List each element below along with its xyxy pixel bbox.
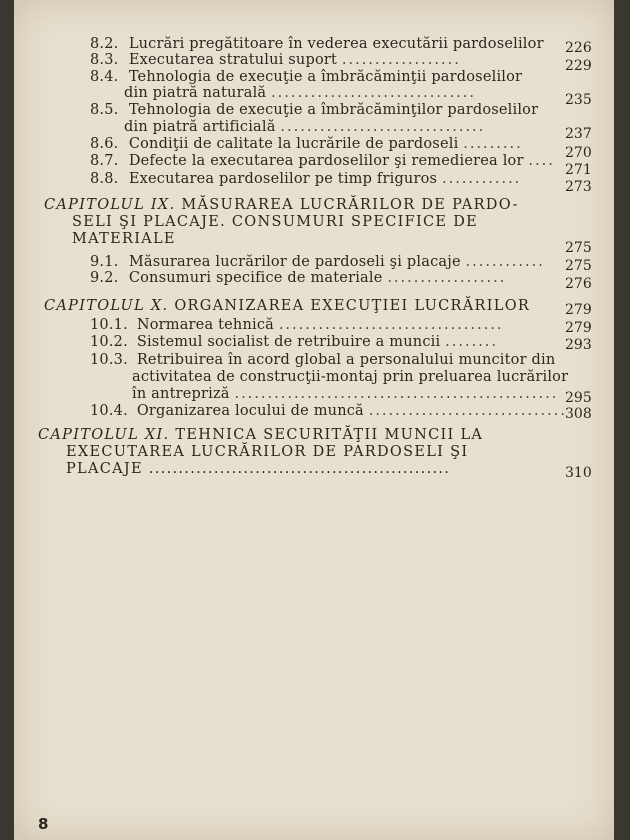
entry-title: Retribuirea în acord global a personalului muncitor din	[136, 352, 556, 368]
entry-number: 8.4.	[90, 69, 119, 85]
entry-title: activitatea de construcţii-montaj prin preluarea lucrărilor	[132, 369, 569, 385]
chapter-heading-x	[44, 298, 530, 315]
entry-number: 8.8.	[90, 171, 119, 187]
chapter-title-line: ORGANIZAREA EXECUŢIEI LUCRĂRILOR	[174, 298, 531, 314]
chapter-title-line: MĂSURAREA LUCRĂRILOR DE PARDO-	[181, 197, 519, 213]
entry-number: 10.2.	[90, 334, 128, 350]
entry-number: 9.2.	[90, 270, 119, 286]
entry-page-number: 273	[565, 179, 592, 195]
toc-entry-8-7	[90, 153, 555, 170]
leader-dots: ............	[465, 254, 545, 270]
entry-title: Consumuri specifice de materiale	[128, 270, 383, 286]
toc-entry-10-2	[90, 334, 498, 351]
chapter-title-line: SELI ŞI PLACAJE. CONSUMURI SPECIFICE DE	[72, 214, 479, 230]
toc-entry-8-8	[90, 171, 521, 188]
entry-page-number: 235	[565, 92, 592, 108]
chapter-page-number: 279	[565, 302, 592, 318]
entry-title: Executarea stratului suport	[128, 52, 338, 68]
toc-entry-10-3-cont2	[132, 386, 558, 403]
entry-page-number: 270	[565, 145, 592, 161]
leader-dots: ............	[441, 171, 522, 187]
chapter-title-line: EXECUTAREA LUCRĂRILOR DE PARDOSELI ŞI	[66, 444, 469, 460]
leader-dots: ...................................................	[148, 461, 451, 477]
entry-number: 10.1.	[90, 317, 128, 333]
entry-title: Sistemul socialist de retribuire a muncii	[136, 334, 441, 350]
chapter-page-number: 310	[565, 465, 592, 481]
leader-dots: ..................................	[278, 317, 504, 333]
entry-title: în antrepriză	[132, 386, 230, 402]
toc-entry-8-4-cont	[124, 85, 476, 102]
entry-page-number: 237	[565, 126, 592, 142]
chapter-heading-xi	[38, 427, 483, 444]
entry-page-number: 226	[565, 40, 592, 56]
entry-title: Organizarea locului de muncă	[136, 403, 364, 419]
leader-dots: ........	[445, 334, 499, 350]
entry-title: Măsurarea lucrărilor de pardoseli şi placaje	[128, 254, 461, 270]
toc-entry-9-1	[90, 254, 545, 271]
entry-number: 8.2.	[90, 36, 119, 52]
entry-title: Normarea tehnică	[136, 317, 275, 333]
entry-number: 8.3.	[90, 52, 119, 68]
entry-number: 10.3.	[90, 352, 128, 368]
chapter-label: CAPITOLUL XI.	[38, 427, 170, 443]
entry-number: 9.1.	[90, 254, 119, 270]
toc-entry-8-2	[90, 36, 544, 53]
chapter-page-number: 275	[565, 240, 592, 256]
toc-entry-8-5-cont	[124, 119, 485, 136]
toc-entry-8-3	[90, 52, 461, 69]
entry-page-number: 295	[565, 390, 592, 406]
entry-page-number: 275	[565, 258, 592, 274]
chapter-label: CAPITOLUL X.	[44, 298, 169, 314]
entry-title: Lucrări pregătitoare în vederea executării pardoselilor	[128, 36, 544, 52]
leader-dots: .................................................	[234, 386, 559, 402]
leader-dots: ..................	[387, 270, 507, 286]
entry-title: Tehnologia de execuţie a îmbrăcăminţii pardoselilor	[128, 69, 523, 85]
toc-entry-10-1	[90, 317, 504, 334]
chapter-title-line: MATERIALE	[72, 231, 176, 247]
toc-entry-10-3-cont	[132, 369, 568, 386]
toc-entry-10-4	[90, 403, 567, 420]
page-folio: 8	[38, 815, 49, 833]
entry-page-number: 293	[565, 337, 592, 353]
entry-page-number: 308	[565, 406, 592, 422]
chapter-title-text: PLACAJE	[66, 461, 143, 477]
toc-entry-9-2	[90, 270, 506, 287]
entry-page-number: 271	[565, 162, 592, 178]
chapter-title-line-last	[66, 461, 450, 477]
entry-title: Condiţii de calitate la lucrările de pardoseli	[128, 136, 459, 152]
toc-entry-8-5	[90, 102, 538, 119]
entry-number: 8.6.	[90, 136, 119, 152]
book-page	[14, 0, 614, 840]
entry-page-number: 276	[565, 276, 592, 292]
leader-dots: .........	[463, 136, 523, 152]
chapter-title-line: TEHNICA SECURITĂŢII MUNCII LA	[175, 427, 484, 443]
toc-entry-10-3	[90, 352, 555, 369]
leader-dots: ..................	[341, 52, 461, 68]
leader-dots: ....	[528, 153, 555, 169]
entry-number: 8.5.	[90, 102, 119, 118]
entry-number: 8.7.	[90, 153, 119, 169]
chapter-label: CAPITOLUL IX.	[44, 197, 176, 213]
entry-title: Defecte la executarea pardoselilor şi remedierea lor	[128, 153, 524, 169]
entry-title: din piatră naturală	[124, 85, 267, 101]
entry-title: Executarea pardoselilor pe timp friguros	[128, 171, 438, 187]
leader-dots: ..............................	[368, 403, 567, 419]
leader-dots: ...............................	[280, 119, 486, 135]
entry-number: 10.4.	[90, 403, 128, 419]
chapter-heading-ix	[44, 197, 519, 214]
entry-page-number: 279	[565, 320, 592, 336]
entry-page-number: 229	[565, 58, 592, 74]
toc-entry-8-6	[90, 136, 523, 153]
leader-dots: ...............................	[271, 85, 476, 101]
entry-title: Tehnologia de execuţie a îmbrăcăminţilor pardoselilor	[128, 102, 539, 118]
toc-entry-8-4	[90, 69, 522, 86]
entry-title: din piatră artificială	[124, 119, 276, 135]
